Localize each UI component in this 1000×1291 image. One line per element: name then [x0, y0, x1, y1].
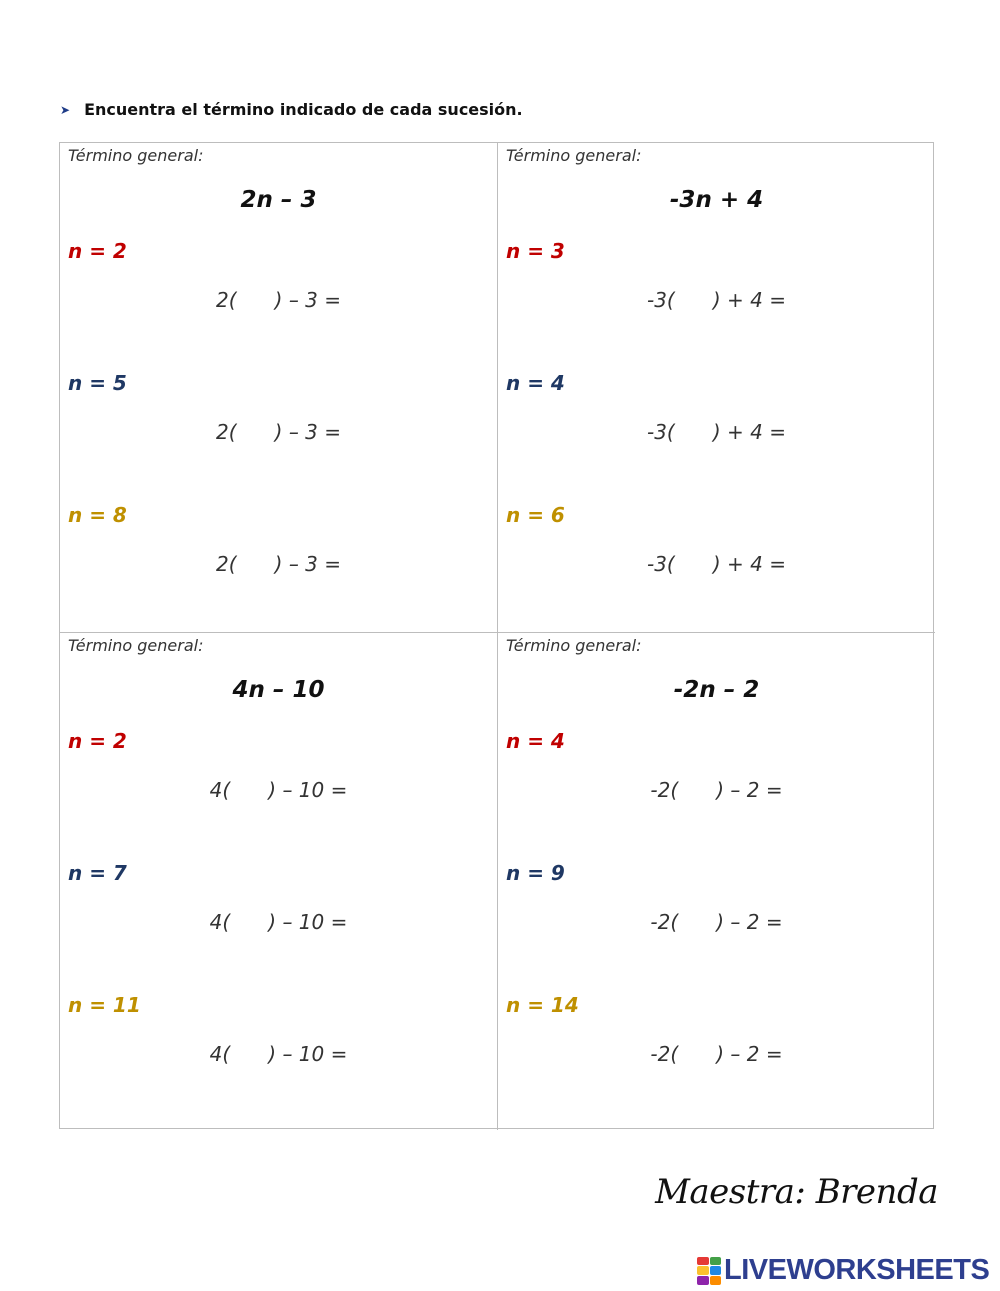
brand-name: LIVEWORKSHEETS — [724, 1254, 990, 1286]
term-label: Término general: — [68, 146, 204, 165]
substitution-expression[interactable]: -3( ) + 4 = — [646, 288, 786, 312]
n-value-label: n = 2 — [68, 239, 127, 263]
general-term-formula: 2n – 3 — [240, 187, 317, 213]
n-value-label: n = 5 — [68, 371, 127, 395]
n-value-label: n = 11 — [68, 993, 141, 1017]
substitution-expression[interactable]: 2( ) – 3 = — [215, 288, 342, 312]
substitution-expression[interactable]: -3( ) + 4 = — [646, 420, 786, 444]
exercise-cell-2 — [498, 143, 935, 633]
general-term-formula: -2n – 2 — [673, 677, 760, 703]
liveworksheets-logo-icon — [697, 1257, 721, 1285]
substitution-expression[interactable]: 4( ) – 10 = — [209, 910, 348, 934]
n-value-label: n = 3 — [506, 239, 565, 263]
general-term-formula: 4n – 10 — [232, 677, 325, 703]
substitution-expression[interactable]: 2( ) – 3 = — [215, 552, 342, 576]
teacher-signature: Maestra: Brenda — [655, 1172, 938, 1212]
exercise-cell-4 — [498, 633, 935, 1130]
instruction-text: Encuentra el término indicado de cada sucesión. — [84, 100, 523, 119]
liveworksheets-logo[interactable] — [697, 1254, 989, 1287]
term-label: Término general: — [506, 636, 642, 655]
instruction — [60, 100, 523, 119]
n-value-label: n = 14 — [506, 993, 579, 1017]
substitution-expression[interactable]: -2( ) – 2 = — [650, 910, 783, 934]
n-value-label: n = 4 — [506, 371, 565, 395]
substitution-expression[interactable]: 4( ) – 10 = — [209, 1042, 348, 1066]
n-value-label: n = 6 — [506, 503, 565, 527]
exercise-grid — [59, 142, 934, 1129]
arrow-bullet-icon: ➤ — [60, 102, 71, 117]
n-value-label: n = 9 — [506, 861, 565, 885]
substitution-expression[interactable]: 2( ) – 3 = — [215, 420, 342, 444]
substitution-expression[interactable]: -2( ) – 2 = — [650, 1042, 783, 1066]
general-term-formula: -3n + 4 — [669, 187, 764, 213]
exercise-cell-3 — [60, 633, 498, 1130]
n-value-label: n = 4 — [506, 729, 565, 753]
substitution-expression[interactable]: -3( ) + 4 = — [646, 552, 786, 576]
substitution-expression[interactable]: 4( ) – 10 = — [209, 778, 348, 802]
n-value-label: n = 8 — [68, 503, 127, 527]
term-label: Término general: — [68, 636, 204, 655]
substitution-expression[interactable]: -2( ) – 2 = — [650, 778, 783, 802]
n-value-label: n = 7 — [68, 861, 127, 885]
n-value-label: n = 2 — [68, 729, 127, 753]
term-label: Término general: — [506, 146, 642, 165]
exercise-cell-1 — [60, 143, 498, 633]
